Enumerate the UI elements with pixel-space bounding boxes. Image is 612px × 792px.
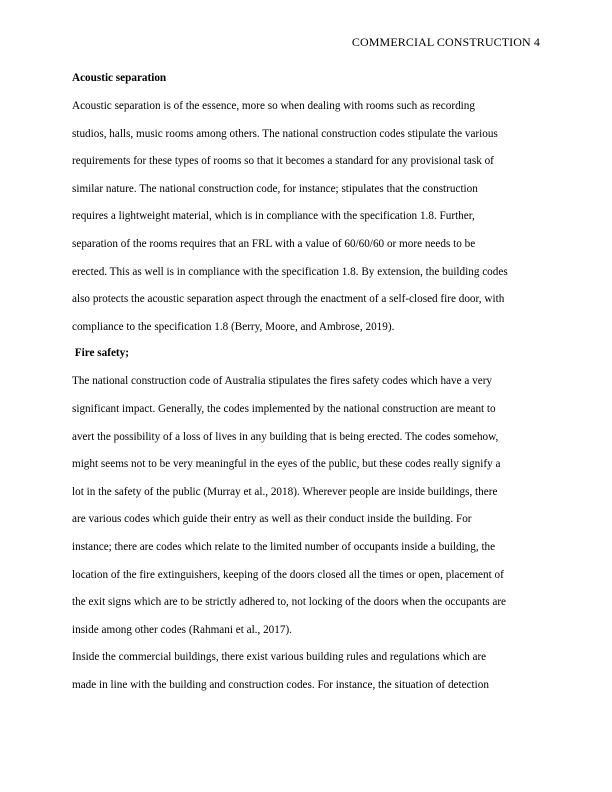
paragraph-acoustic-separation [72, 93, 540, 341]
text-line: might seems not to be very meaningful in the eyes of the public, but these codes really signify a [72, 458, 501, 471]
text-line: location of the fire extinguishers, keeping of the doors closed all the times or open, placement of [72, 568, 504, 581]
document-body [72, 68, 540, 699]
section-heading-fire-safety: Fire safety; [72, 347, 129, 360]
paragraph-commercial-buildings [72, 644, 540, 699]
text-line: similar nature. The national construction code, for instance; stipulates that the construction [72, 182, 478, 195]
text-line: instance; there are codes which relate to the limited number of occupants inside a building, the [72, 540, 496, 553]
text-line: also protects the acoustic separation aspect through the enactment of a self-closed fire door, with [72, 293, 505, 306]
text-line: studios, halls, music rooms among others. The national construction codes stipulate the various [72, 127, 498, 140]
text-line: inside among other codes (Rahmani et al., 2017). [72, 623, 292, 636]
text-line: are various codes which guide their entry as well as their conduct inside the building. For [72, 513, 472, 526]
text-line: Inside the commercial buildings, there exist various building rules and regulations which are [72, 651, 487, 664]
text-line: Acoustic separation is of the essence, more so when dealing with rooms such as recording [72, 100, 475, 112]
text-line: requirements for these types of rooms so that it becomes a standard for any provisional task of [72, 155, 494, 168]
text-line: requires a lightweight material, which is in compliance with the specification 1.8. Further, [72, 210, 475, 223]
text-line: the exit signs which are to be strictly adhered to, not locking of the doors when the occupants are [72, 596, 507, 609]
text-line: avert the possibility of a loss of lives in any building that is being erected. The codes somehow, [72, 430, 499, 443]
text-line: made in line with the building and construction codes. For instance, the situation of detection [72, 678, 489, 691]
text-line: The national construction code of Australia stipulates the fires safety codes which have a very [72, 375, 493, 388]
text-line: erected. This as well is in compliance with the specification 1.8. By extension, the building codes [72, 265, 508, 278]
text-line: separation of the rooms requires that an FRL with a value of 60/60/60 or more needs to be [72, 237, 476, 250]
text-line: compliance to the specification 1.8 (Berry, Moore, and Ambrose, 2019). [72, 320, 395, 333]
section-heading-acoustic-separation: Acoustic separation [72, 72, 167, 84]
text-line: significant impact. Generally, the codes implemented by the national construction are meant to [72, 402, 496, 415]
paragraph-fire-safety [72, 368, 540, 644]
text-line: lot in the safety of the public (Murray et al., 2018). Wherever people are inside buildings, there [72, 485, 498, 498]
running-head: COMMERCIAL CONSTRUCTION 4 [351, 35, 540, 49]
